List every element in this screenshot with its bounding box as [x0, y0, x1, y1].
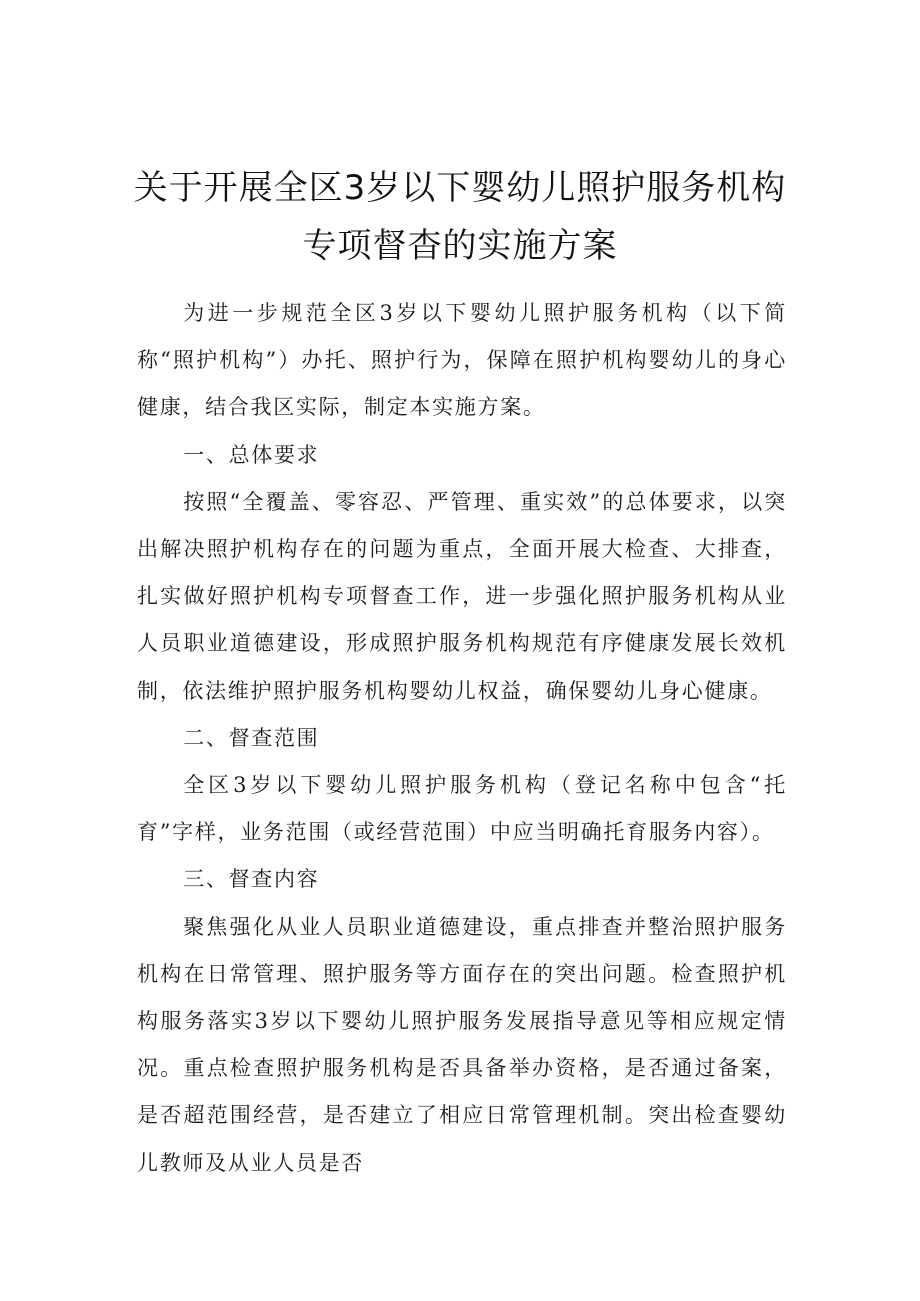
intro-paragraph: 为进一步规范全区3岁以下婴幼儿照护服务机构（以下简称“照护机构”）办托、照护行为，保障在照护机构婴幼儿的身心健康，结合我区实际，制定本实施方案。 — [137, 301, 787, 420]
overall-requirements-paragraph: 按照“全覆盖、零容忍、严管理、重实效”的总体要求，以突出解决照护机构存在的问题为重点，全面开展大检查、大排查，扎实做好照护机构专项督查工作，进一步强化照护服务机构从业人员职业道德建设，形成照护服务机构规范有序健康发展长效机制，依法维护照护服务机构婴幼儿权益，确保婴幼儿身心健康。 — [137, 489, 787, 703]
section-heading-inspection-content: 三、督查内容 — [183, 867, 320, 892]
inspection-content-paragraph: 聚焦强化从业人员职业道德建设，重点排查并整治照护服务机构在日常管理、照护服务等方面存在的突出问题。检查照护机构服务落实3岁以下婴幼儿照护服务发展指导意见等相应规定情况。重点检查照护服务机构是否具备举办资格，是否通过备案，是否超范围经营，是否建立了相应日常管理机制。突出检查婴幼儿教师及从业人员是否 — [137, 914, 787, 1175]
section-heading-overall-requirements: 一、总体要求 — [183, 442, 320, 467]
section-heading-inspection-scope: 二、督查范围 — [183, 725, 320, 750]
document-body — [137, 290, 787, 1187]
document-title-line-1: 关于开展全区3岁以下婴幼儿照护服务机构 — [133, 168, 787, 208]
inspection-scope-paragraph: 全区3岁以下婴幼儿照护服务机构（登记名称中包含“托育”字样，业务范围（或经营范围）中应当明确托育服务内容）。 — [137, 773, 787, 845]
document-title-line-2: 专项督杳的实施方案 — [302, 226, 618, 266]
